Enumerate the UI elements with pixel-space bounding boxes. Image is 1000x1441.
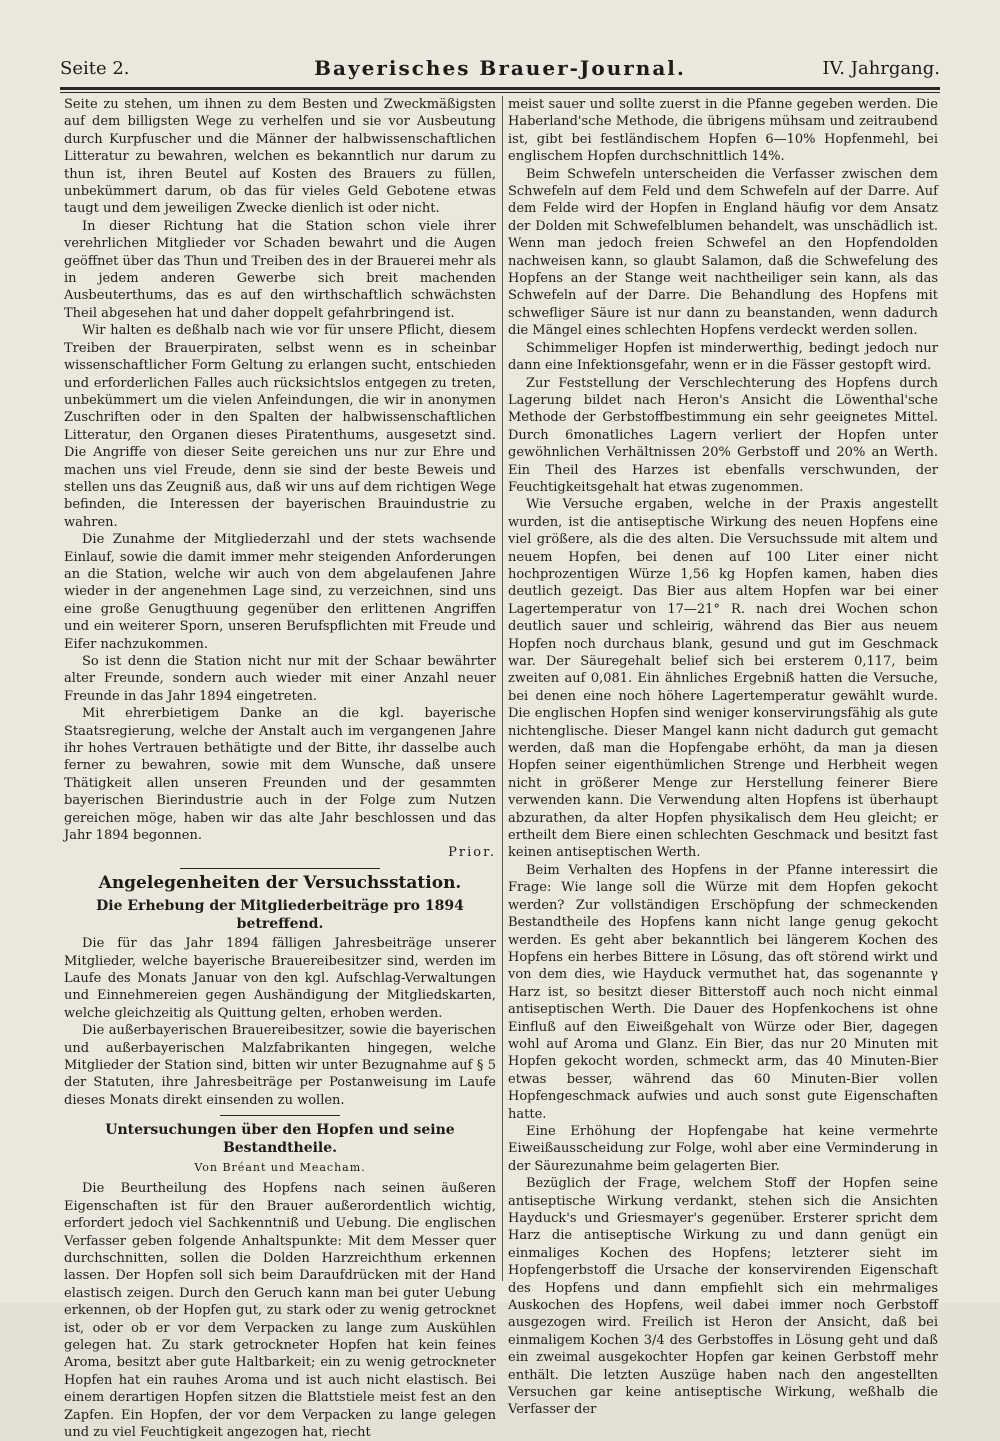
paragraph: Schimmeliger Hopfen ist minderwerthig, bedingt jedoch nur dann eine Infektionsgefahr, wenn er in die Fässer gestopft wird. (508, 340, 938, 374)
article-heading: Untersuchungen über den Hopfen und seine Bestandtheile. (105, 1122, 455, 1156)
paragraph: Wie Versuche ergaben, welche in der Praxis angestellt wurden, ist die antiseptische Wirkung des neuen Hopfens eine viel größere, als die des alten. Die Versuchssude mit altem und neuem Hopfen, bei denen auf 100 Liter einer nicht hochprozentigen Würze 1,56 kg Hopfen kamen, haben dies deutlich gezeigt. Das Bier aus altem Hopfen war bei einer Lagertemperatur von 17—21° R. nach drei Wochen schon deutlich sauer und schleirig, während das Bier aus neuem Hopfen noch durchaus blank, gesund und gut im Geschmack war. Der Säuregehalt belief sich bei ersterem 0,117, beim zweiten auf 0,081. Ein ähnliches Ergebniß hatten die Versuche, bei denen eine noch höhere Lagertemperatur gewählt wurde. Die englischen Hopfen sind weniger konservirungsfähig als gute nichtenglische. Dieser Mangel kann nicht dadurch gut gemacht werden, daß man die Hopfengabe erhöht, da man ja diesen Hopfen seiner eigenthümlichen Strenge und Herbheit wegen nicht in größerer Menge zur Herstellung feinerer Biere verwenden kann. Die Verwendung alten Hopfens ist überhaupt abzurathen, da alter Hopfen physikalisch dem Heu gleicht; er ertheilt dem Biere einen schlechten Geschmack und besitzt fast keinen antiseptischen Werth. (508, 497, 938, 861)
left-column (64, 96, 496, 1441)
right-column (508, 96, 938, 1419)
paragraph: Die Zunahme der Mitgliederzahl und der stets wachsende Einlauf, sowie die damit immer mehr steigenden Anforderungen an die Station, welche wir auch von dem abgelaufenen Jahre wieder in der angenehmen Lage sind, zu verzeichnen, sind uns eine große Genugthuung gegenüber den erlittenen Angriffen und ein weiterer Sporn, unseren Berufspflichten mit Freude und Eifer nachzukommen. (64, 532, 496, 652)
subsection-heading: Die Erhebung der Mitgliederbeiträge pro 1894 betreffend. (96, 898, 464, 932)
section-heading: Angelegenheiten der Versuchsstation. (98, 872, 462, 893)
paragraph: Die Beurtheilung des Hopfens nach seinen äußeren Eigenschaften ist für den Brauer außerordentlich wichtig, erfordert jedoch viel Sachkenntniß und Uebung. Die englischen Verfasser geben folgende Anhaltspunkte: Mit dem Messer quer durchschnitten, sollen die Dolden Harzreichthum erkennen lassen. Der Hopfen soll sich beim Daraufdrücken mit der Hand elastisch zeigen. Durch den Geruch kann man bei guter Uebung erkennen, ob der Hopfen gut, zu stark oder zu wenig getrocknet ist, oder ob er vor dem Verpacken zu lange zum Auskühlen gelegen hat. Zu stark getrockneter Hopfen hat kein feines Aroma, besitzt aber gute Haltbarkeit; ein zu wenig getrockneter Hopfen hat ein rauhes Aroma und ist auch nicht elastisch. Bei einem derartigen Hopfen sitzen die Blattstiele meist fest an den Zapfen. Ein Hopfen, der vor dem Verpacken zu lange gelegen und zu viel Feuchtigkeit angezogen hat, riecht (64, 1181, 496, 1441)
paragraph: Wir halten es deßhalb nach wie vor für unsere Pflicht, diesem Treiben der Brauerpiraten, selbst wenn es in scheinbar wissenschaftlicher Form Geltung zu erlangen sucht, entschieden und erforderlichen Falles auch rücksichtslos entgegen zu treten, unbekümmert um die vielen Anfeindungen, die wir in anonymen Zuschriften oder in den Spalten der halbwissenschaftlichen Litteratur, den Organen dieses Piratenthums, ausgesetzt sind. Die Angriffe von dieser Seite gereichen uns nur zur Ehre und machen uns viel Freude, denn sie sind der beste Beweis und stellen uns das Zeugniß aus, daß wir uns auf dem richtigen Wege befinden, die Interessen der bayerischen Brauindustrie zu wahren. (64, 323, 496, 530)
divider (180, 868, 380, 869)
journal-title: Bayerisches Brauer-Journal. (314, 56, 686, 80)
paragraph: Beim Verhalten des Hopfens in der Pfanne interessirt die Frage: Wie lange soll die Würze mit dem Hopfen gekocht werden? Zur vollständigen Erschöpfung der schmeckenden Bestandtheile des Hopfens kann nicht lange genug gekocht werden. Es geht aber bekanntlich bei längerem Kochen des Hopfens ein herbes Bittere in Lösung, das oft störend wirkt und von dem dies, wie Hayduck vermuthet hat, das sogenannte γ Harz ist, so besitzt dieser Bitterstoff auch noch nicht einmal antiseptischen Werth. Die Dauer des Hopfenkochens ist ohne Einfluß auf den Eiweißgehalt von Würze oder Bier, dagegen wohl auf Aroma und Glanz. Ein Bier, das nur 20 Minuten mit Hopfen gekocht worden, schmeckt arm, das 40 Minuten-Bier etwas besser, während das 60 Minuten-Bier vollen Hopfengeschmack aufwies und auch sonst gute Eigenschaften hatte. (508, 862, 938, 1122)
signature: Prior. (448, 845, 496, 861)
paragraph: In dieser Richtung hat die Station schon viele ihrer verehrlichen Mitglieder vor Schaden bewahrt und die Augen geöffnet über das Thun und Treiben des in der Brauerei mehr als in jedem anderen Gewerbe sich breit machenden Ausbeuterthums, das es auf den wirthschaftlich schwächsten Theil abgesehen hat und daher doppelt gefahrbringend ist. (64, 218, 496, 321)
paragraph: Beim Schwefeln unterscheiden die Verfasser zwischen dem Schwefeln auf dem Feld und dem Schwefeln auf der Darre. Auf dem Felde wird der Hopfen in England häufig vor dem Ansatz der Dolden mit Schwefelblumen behandelt, was unschädlich ist. Wenn man jedoch freien Schwefel an den Hopfendolden nachweisen kann, so glaubt Salamon, daß die Schwefelung des Hopfens an der Stange weit nachtheiliger sein kann, als das Schwefeln auf der Darre. Die Behandlung des Hopfens mit schwefliger Säure ist nur dann zu beanstanden, wenn dadurch die Mängel eines schlechten Hopfens verdeckt werden sollen. (508, 166, 938, 339)
header-rule (60, 87, 940, 90)
paragraph: Seite zu stehen, um ihnen zu dem Besten und Zweckmäßigsten auf dem billigsten Wege zu verhelfen und sie vor Ausbeutung durch Kurpfuscher und die Männer der halbwissenschaftlichen Litteratur zu bewahren, welchen es bekanntlich nur darum zu thun ist, ihren Beutel auf Kosten des Brauers zu füllen, unbekümmert darum, ob das für vieles Geld Gebotene etwas taugt und dem jeweiligen Zwecke dienlich ist oder nicht. (64, 97, 496, 217)
paragraph: Die außerbayerischen Brauereibesitzer, sowie die bayerischen und außerbayerischen Malzfabrikanten hingegen, welche Mitglieder der Station sind, bitten wir unter Bezugnahme auf § 5 der Statuten, ihre Jahresbeiträge per Postanweisung im Laufe dieses Monats direkt einsenden zu wollen. (64, 1023, 496, 1108)
volume-label: IV. Jahrgang. (822, 58, 940, 79)
paragraph: Eine Erhöhung der Hopfengabe hat keine vermehrte Eiweißausscheidung zur Folge, wohl aber eine Verminderung in der Säurezunahme beim gelagerten Bier. (508, 1123, 938, 1174)
paragraph: So ist denn die Station nicht nur mit der Schaar bewährter alter Freunde, sondern auch wieder mit einer Anzahl neuer Freunde in das Jahr 1894 eingetreten. (64, 654, 496, 704)
article-byline: Von Bréant und Meacham. (194, 1160, 366, 1174)
paragraph: meist sauer und sollte zuerst in die Pfanne gegeben werden. Die Haberland'sche Methode, die übrigens mühsam und zeitraubend ist, gibt bei festländischem Hopfen 6—10% Hopfenmehl, bei englischem Hopfen durchschnittlich 14%. (508, 97, 938, 165)
header-rule-thin (60, 92, 940, 93)
page-number: Seite 2. (60, 58, 130, 79)
paragraph: Mit ehrerbietigem Danke an die kgl. bayerische Staatsregierung, welche der Anstalt auch im vergangenen Jahre ihr hohes Vertrauen bethätigte und der Bitte, ihr dasselbe auch ferner zu bewahren, sowie mit dem Wunsche, daß unsere Thätigkeit allen unseren Freunden und der gesammten bayerischen Bierindustrie auch in der Folge zum Nutzen gereichen möge, haben wir das alte Jahr beschlossen und das Jahr 1894 begonnen. (64, 706, 496, 844)
column-divider (502, 96, 503, 1281)
paragraph: Zur Feststellung der Verschlechterung des Hopfens durch Lagerung bildet nach Heron's Ansicht die Löwenthal'sche Methode der Gerbstoffbestimmung ein sehr geeignetes Mittel. Durch 6monatliches Lagern verliert der Hopfen unter gewöhnlichen Verhältnissen 20% Gerbstoff und 20% an Werth. Ein Theil des Harzes ist ebenfalls verschwunden, der Feuchtigkeitsgehalt hat etwas zugenommen. (508, 375, 938, 495)
paragraph: Bezüglich der Frage, welchem Stoff der Hopfen seine antiseptische Wirkung verdankt, stehen sich die Ansichten Hayduck's und Griesmayer's gegenüber. Ersterer spricht dem Harz die antiseptische Wirkung zu und dann genügt ein einmaliges Kochen des Hopfens; letzterer sieht im Hopfengerbstoff die Ursache der konservirenden Eigenschaft des Hopfens und dann empfiehlt sich ein mehrmaliges Auskochen des Hopfens, weil dabei immer noch Gerbstoff ausgezogen wird. Freilich ist Heron der Ansicht, daß bei einmaligem Kochen 3/4 des Gerbstoffes in Lösung geht und daß ein zweimal ausgekochter Hopfen gar keinen Gerbstoff mehr enthält. Die letzten Auszüge haben nach den angestellten Versuchen gar keine antiseptische Wirkung, weßhalb die Verfasser der (508, 1176, 938, 1418)
divider (220, 1115, 340, 1116)
page-header (60, 52, 940, 88)
paragraph: Die für das Jahr 1894 fälligen Jahresbeiträge unserer Mitglieder, welche bayerische Brauereibesitzer sind, werden im Laufe des Monats Januar von den kgl. Aufschlag-Verwaltungen und Einnehmereien gegen Aushändigung der Mitgliedskarten, welche gleichzeitig als Quittung gelten, erhoben werden. (64, 936, 496, 1021)
